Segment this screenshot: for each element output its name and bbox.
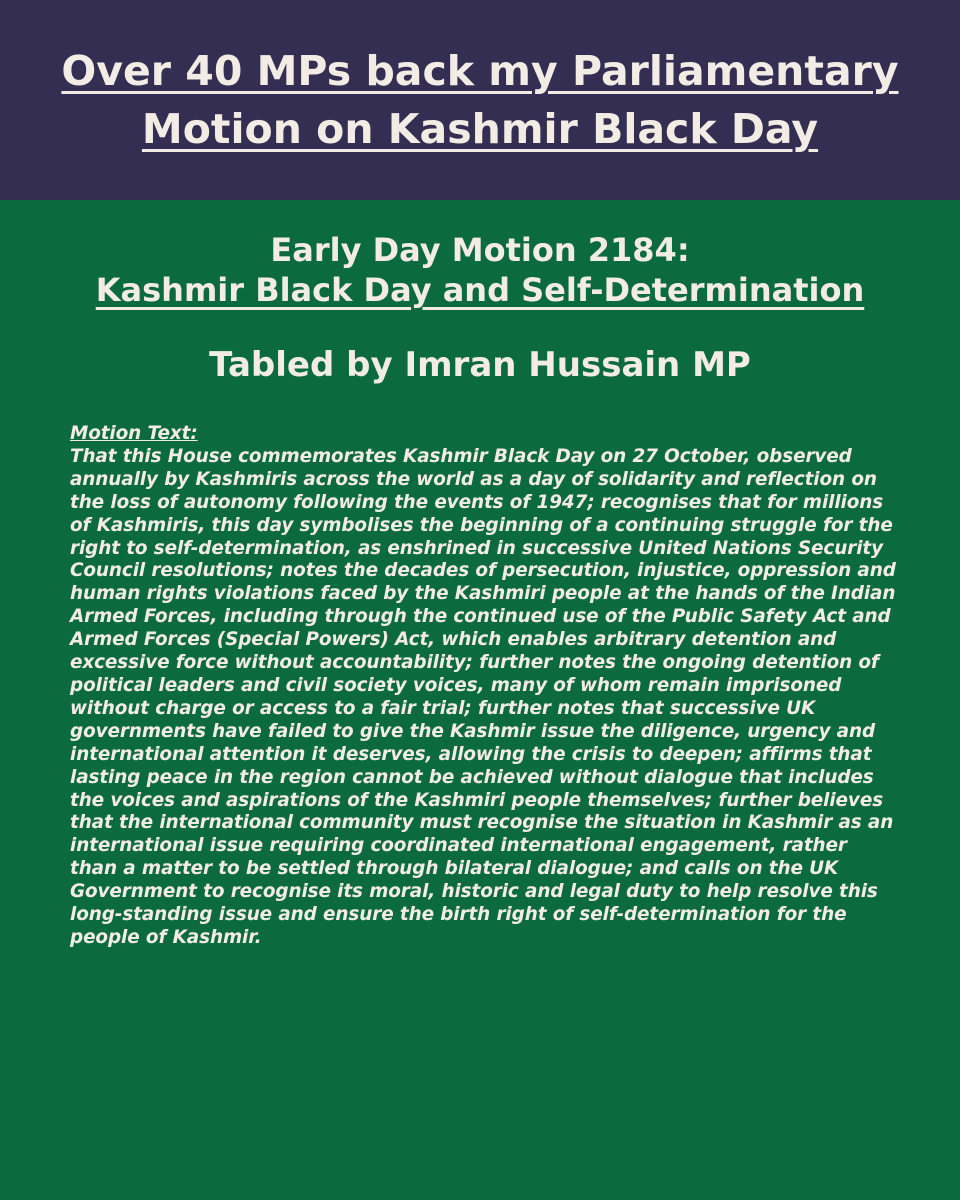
header-band (0, 0, 960, 200)
motion-text-label: Motion Text: (70, 423, 198, 444)
page-title: Over 40 MPs back my Parliamentary Motion on Kashmir Black Day (61, 47, 899, 153)
motion-text: That this House commemorates Kashmir Black Day on 27 October, observed annually by Kashmiris across the world as a day of solidarity and reflection on the loss of autonomy following the events of 1947; recognises that for millions of Kashmiris, this day symbolises the beginning of a continuing struggle for the right to self-determination, as enshrined in successive United Nations Security Council resolutions; notes the decades of persecution, injustice, oppression and human rights violations faced by the Kashmiri people at the hands of the Indian Armed Forces, including through the continued use of the Public Safety Act and Armed Forces (Special Powers) Act, which enables arbitrary detention and excessive force without accountability; further notes the ongoing detention of political leaders and civil society voices, many of whom remain imprisoned without charge or access to a fair trial; further notes that successive UK governments have failed to give the Kashmir issue the diligence, urgency and international attention it deserves, allowing the crisis to deepen; affirms that lasting peace in the region cannot be achieved without dialogue that includes the voices and aspirations of the Kashmiri people themselves; further believes that the international community must recognise the situation in Kashmir as an international issue requiring coordinated international engagement, rather than a matter to be settled through bilateral dialogue; and calls on the UK Government to recognise its moral, historic and legal duty to help resolve this long-standing issue and ensure the birth right of self-determination for the people of Kashmir. (70, 445, 896, 948)
motion-body (70, 423, 900, 950)
motion-heading-block (0, 230, 960, 310)
tabled-by: Tabled by Imran Hussain MP (209, 345, 751, 385)
motion-number-heading: Early Day Motion 2184: (270, 231, 690, 269)
motion-title: Kashmir Black Day and Self-Determination (95, 271, 865, 309)
motion-section (0, 200, 960, 1200)
